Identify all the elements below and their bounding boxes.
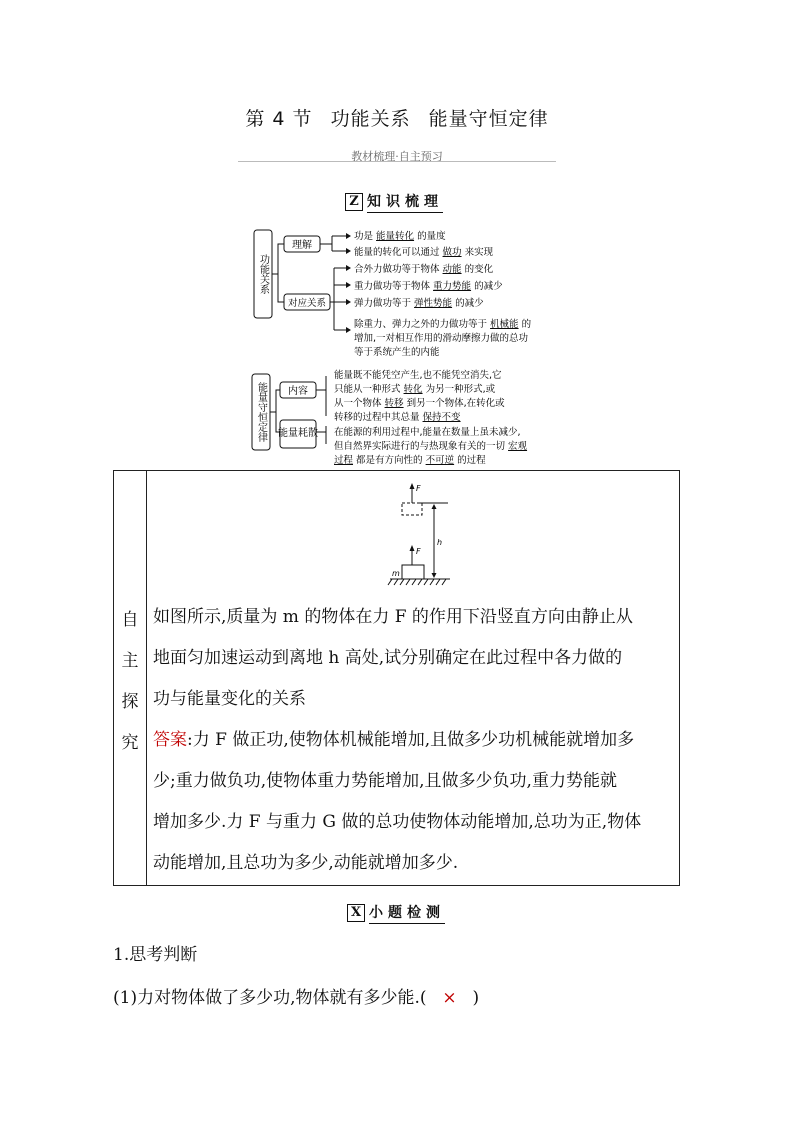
d-line2: 但自然界实际进行的与热现象有关的一切 宏观 — [334, 441, 528, 452]
force-label-bottom: F — [416, 547, 421, 556]
mass-label: m — [392, 569, 400, 578]
branch-understanding-label: 理解 — [292, 240, 312, 251]
mass-block — [402, 565, 424, 579]
r2-line: 重力做功等于物体 重力势能 的减少 — [354, 281, 503, 292]
answer-line-first — [153, 720, 677, 761]
d-line3: 过程 都是有方向性的 不可逆 的过程 — [334, 455, 486, 466]
page-title — [0, 104, 794, 131]
side-char-4: 究 — [121, 733, 139, 753]
title-topic-2: 能量守恒定律 — [428, 108, 549, 130]
r4-line3: 等于系统产生的内能 — [354, 347, 440, 358]
answer-first-text: :力 F 做正功,使物体机械能增加,且做多少功机械能就增加多 — [187, 730, 635, 750]
c-line2: 只能从一种形式 转化 为另一种形式,或 — [334, 384, 496, 395]
c-line4: 转移的过程中其总量 保持不变 — [334, 412, 461, 423]
subheader-divider — [238, 161, 556, 162]
subheader-text: 教材梳理·自主预习 — [351, 150, 443, 163]
section-heading-quiz — [347, 902, 445, 924]
r1-line: 合外力做功等于物体 动能 的变化 — [354, 264, 494, 275]
r4-line2: 增加,一对相互作用的滑动摩擦力做的总功 — [354, 333, 529, 344]
section-heading-knowledge — [345, 191, 443, 213]
section-heading-label: 小题检测 — [369, 902, 445, 924]
self-exploration-box — [113, 470, 680, 886]
mindmap2-root-label: 能量守恒定律 — [255, 382, 267, 442]
answer-line: 动能增加,且总功为多少,动能就增加多少. — [153, 853, 459, 873]
subheader — [238, 148, 556, 164]
section-letter-icon: Z — [345, 193, 363, 211]
title-section-number: 第 4 节 — [245, 108, 313, 130]
question-line: 地面匀加速运动到离地 h 高处,试分别确定在此过程中各力做的 — [153, 648, 623, 668]
d-line1: 在能源的利用过程中,能量在数量上虽未减少, — [334, 427, 521, 438]
mindmap-work-energy — [250, 224, 550, 360]
section-heading-label: 知识梳理 — [367, 191, 443, 213]
side-char-2: 主 — [121, 651, 139, 671]
question-line: 如图所示,质量为 m 的物体在力 F 的作用下沿竖直方向由静止从 — [153, 607, 633, 627]
ground-hatching — [388, 579, 446, 585]
branch-relation-label: 对应关系 — [287, 298, 327, 309]
side-char-3: 探 — [121, 692, 139, 712]
explore-divider — [146, 471, 147, 885]
side-char-1: 自 — [121, 610, 139, 630]
dashed-block-top — [402, 503, 422, 515]
answer-line: 增加多少.力 F 与重力 G 做的总功使物体动能增加,总功为正,物体 — [153, 812, 642, 832]
branch-content-label: 内容 — [288, 386, 308, 397]
r4-line1: 除重力、弹力之外的力做功等于 机械能 的 — [354, 319, 532, 330]
c-line3: 从一个物体 转移 到另一个物体,在转化或 — [334, 398, 505, 409]
c-line1: 能量既不能凭空产生,也不能凭空消失,它 — [334, 370, 502, 381]
judgment-mark: × — [442, 988, 457, 1008]
u2-line: 能量的转化可以通过 做功 来实现 — [354, 247, 494, 258]
title-topic-1: 功能关系 — [330, 108, 411, 130]
mindmap-energy-conservation — [246, 366, 550, 466]
question-line: 功与能量变化的关系 — [153, 689, 306, 709]
section-letter-icon: X — [347, 904, 365, 922]
mindmap-root-label: 功能关系 — [257, 254, 269, 294]
branch-dissipation-label: 能量耗散 — [278, 428, 318, 439]
question-heading: 1.思考判断 — [113, 945, 198, 965]
answer-label: 答案 — [153, 730, 187, 750]
judgment-close: ) — [472, 988, 480, 1008]
force-label-top: F — [416, 484, 421, 493]
height-label: h — [437, 538, 443, 547]
judgment-text: (1)力对物体做了多少功,物体就有多少能.( — [113, 988, 427, 1008]
physics-figure — [384, 479, 464, 591]
r3-line: 弹力做功等于 弹性势能 的减少 — [354, 298, 484, 309]
u1-line: 功是 能量转化 的量度 — [354, 231, 446, 242]
answer-line: 少;重力做负功,使物体重力势能增加,且做多少负功,重力势能就 — [153, 771, 617, 791]
judgment-item — [113, 983, 479, 1008]
question-text — [153, 597, 677, 884]
